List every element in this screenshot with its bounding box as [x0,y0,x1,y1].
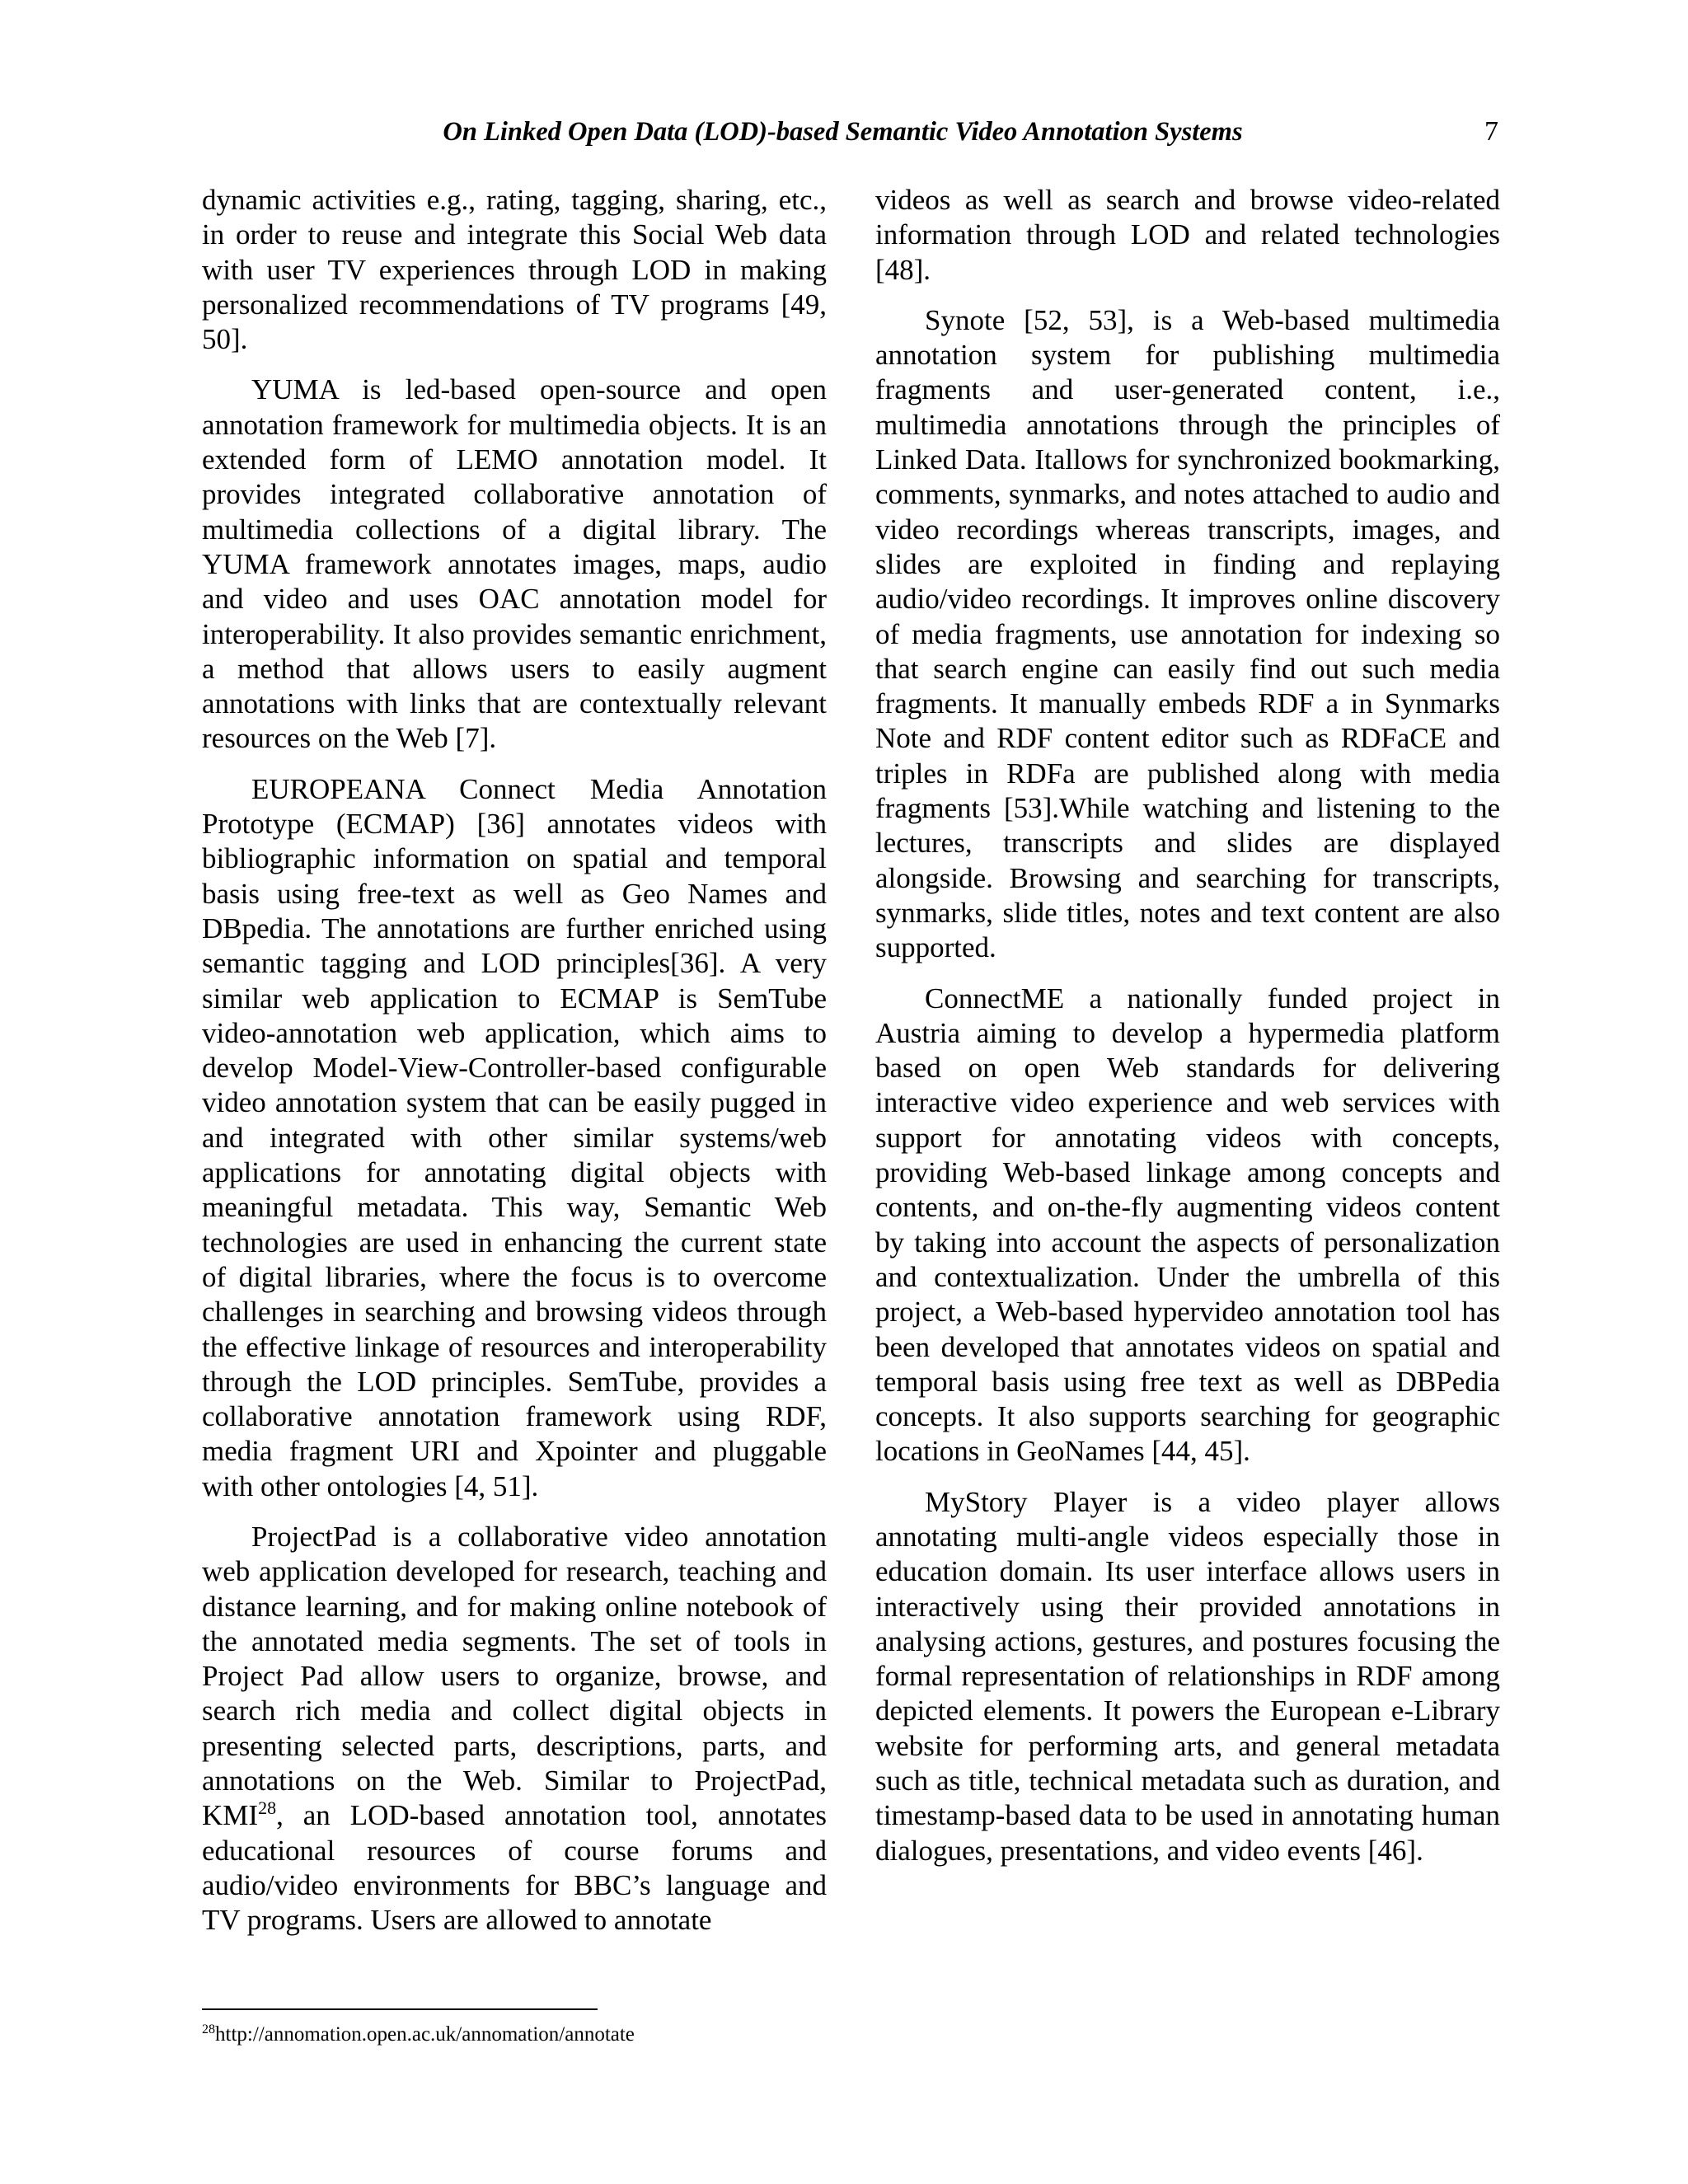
paragraph-projectpad-text-a: ProjectPad is a collaborative video annotation web application developed for research, teaching and distance learning, and for making online notebook of the annotated media segments. The set of tools in Project Pad allow users to organize, browse, and search rich media and collect digital objects in presenting selected parts, descriptions, parts, and annotations on the Web. Similar to ProjectPad, KMI [202,1520,827,1832]
footnote-mark: 28 [202,2022,215,2036]
paragraph-projectpad-text-b: , an LOD-based annotation tool, annotates educational resources of course forums and audio/video environments for BBC’s language and TV programs. Users are allowed to annotate [202,1799,827,1937]
paragraph-connectme: ConnectME a nationally funded project in Austria aiming to develop a hypermedia platform based on open Web standards for delivering interactive video experience and web services with support for annotating videos with concepts, providing Web-based linkage among concepts and contents, and on-the-fly augmenting videos content by taking into account the aspects of personalization and contextualization. Under the umbrella of this project, a Web-based hypervideo annotation tool has been developed that annotates videos on spatial and temporal basis using free text as well as DBPedia concepts. It also supports searching for geographic locations in GeoNames [44, 45]. [875,982,1500,1468]
footnote-reference: 28 [258,1797,277,1819]
footnote-link[interactable]: http://annomation.open.ac.uk/annomation/annotate [215,2023,635,2046]
paragraph-synote: Synote [52, 53], is a Web-based multimedia annotation system for publishing multimedia fragments and user-generated content, i.e., multimedia annotations through the principles of Linked Data. Itallows for synchronized bookmarking, comments, synmarks, and notes attached to audio and video recordings whereas transcripts, images, and slides are exploited in finding and replaying audio/video recordings. It improves online discovery of media fragments, use annotation for indexing so that search engine can easily find out such media fragments. It manually embeds RDF a in Synmarks Note and RDF content editor such as RDFaCE and triples in RDFa are published along with media fragments [53].While watching and listening to the lectures, transcripts and slides are displayed alongside. Browsing and searching for transcripts, synmarks, slide titles, notes and text content are also supported. [875,303,1500,964]
paragraph-continued: dynamic activities e.g., rating, tagging, sharing, etc., in order to reuse and integrate this Social Web data with user TV experiences through LOD in making personalized recommendations of TV programs [49, 50]. [202,184,827,356]
paragraph-europeana: EUROPEANA Connect Media Annotation Prototype (ECMAP) [36] annotates videos with bibliographic information on spatial and temporal basis using free-text as well as Geo Names and DBpedia. The annotations are further enriched using semantic tagging and LOD principles[36]. A very similar web application to ECMAP is SemTube video-annotation web application, which aims to develop Model-View-Controller-based configurable video annotation system that can be easily pugged in and integrated with other similar systems/web applications for annotating digital objects with meaningful metadata. This way, Semantic Web technologies are used in enhancing the current state of digital libraries, where the focus is to overcome challenges in searching and browsing videos through the effective linkage of resources and interoperability through the LOD principles. SemTube, provides a collaborative annotation framework using RDF, media fragment URI and Xpointer and pluggable with other ontologies [4, 51]. [202,772,827,1502]
page-number: 7 [1484,116,1498,147]
paragraph-projectpad [202,1520,827,1938]
footnote-divider [202,2008,598,2010]
right-column [875,183,1500,1868]
running-title: On Linked Open Data (LOD)-based Semantic Video Annotation Systems [443,117,1243,147]
paragraph-mystory: MyStory Player is a video player allows annotating multi-angle videos especially those in education domain. Its user interface allows users in interactively using their provided annotations in analysing actions, gestures, and postures focusing the formal representation of relationships in RDF among depicted elements. It powers the European e-Library website for performing arts, and general metadata such as title, technical metadata such as duration, and timestamp-based data to be used in annotating human dialogues, presentations, and video events [46]. [875,1485,1500,1867]
paragraph-continued-right: videos as well as search and browse video-related information through LOD and related technologies [48]. [875,184,1500,286]
left-column [202,183,827,1938]
paragraph-yuma: YUMA is led-based open-source and open annotation framework for multimedia objects. It is an extended form of LEMO annotation model. It provides integrated collaborative annotation of multimedia collections of a digital library. The YUMA framework annotates images, maps, audio and video and uses OAC annotation model for interoperability. It also provides semantic enrichment, a method that allows users to easily augment annotations with links that are contextually relevant resources on the Web [7]. [202,373,827,755]
footnote [202,2021,944,2049]
